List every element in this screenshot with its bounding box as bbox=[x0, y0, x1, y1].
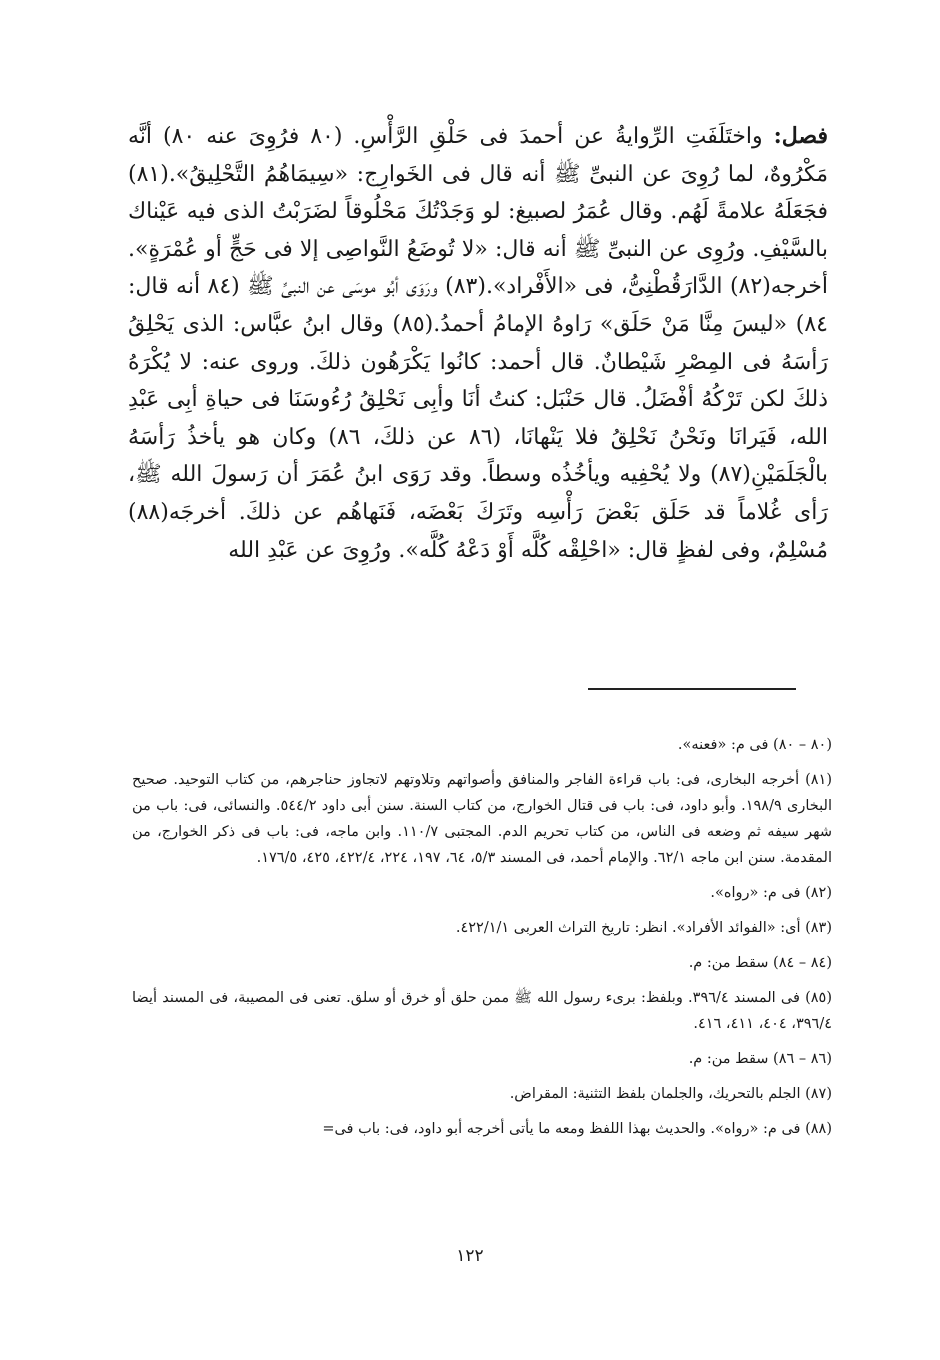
footnote-82: (٨٢) فى م: «رواه». bbox=[710, 885, 832, 901]
footnote-80: (٨٠ – ٨٠) فى م: «فعنه». bbox=[677, 737, 832, 753]
footnote-88: (٨٨) فى م: «رواه». والحديث بهذا اللفظ ومعه ما يأتى أخرجه أبو داود، فى: باب فى= bbox=[322, 1121, 832, 1137]
footnote-84: (٨٤ – ٨٤) سقط من: م. bbox=[688, 955, 832, 971]
section-label: فصل: bbox=[773, 123, 829, 149]
footnote-divider bbox=[588, 688, 796, 690]
footnote-81: (٨١) أخرجه البخارى، فى: باب قراءة الفاجر والمنافق وأصواتهم وتلاوتهم لاتجاوز حناجرهم، من كتاب التوحيد. صحيح البخارى ١٩٨/٩. وأبو داود، فى: باب فى قتال الخوارج، من كتاب السنة. سنن أبى داود ٥٤٤/٢. والنسائى، فى: باب من شهر سيفه ثم وضعه فى الناس، من كتاب تحريم الدم. المجتبى ١١٠/٧. وابن ماجه، فى: باب فى ذكر الخوارج، من المقدمة. سنن ابن ماجه ٦٢/١. والإمام أحمد، فى المسند ٥/٣، ٦٤، ١٩٧، ٢٢٤، ٤٢٢/٤، ٤٢٥، ١٧٦/٥. bbox=[132, 772, 832, 866]
footnote-86: (٨٦ – ٨٦) سقط من: م. bbox=[688, 1051, 832, 1067]
main-paragraph-text: واختَلَفَتِ الرِّوايةُ عن أحمدَ فى حَلْقِ الرَّأْسِ. (٨٠ فرُوِىَ عنه ٨٠) أنَّه مَكْرُوهٌ، لما رُوِىَ عن النبىِّ ﷺ أنه قال فى الخَوارِج: «سِيمَاهُمُ التَّحْلِيقُ».(٨١) فجَعَلَهُ علامةً لَهُم. وقال عُمَرُ لصبيغ: لو وَجَدْتُكَ مَحْلُوقاً لضَرَبْتُ الذى فيه عَيْناك بالسَّيْفِ. ورُوِى عن النبىِّ ﷺ أنه قال: «لا تُوضَعُ النَّواصِى إلا فى حَجٍّ أو عُمْرَةٍ». أخرجه(٨٢) الدَّارَقُطْنِىُّ، فى «الأَفْراد».(٨٣) ورَوَى أبُو موسَى عن النبىِّ ﷺ (٨٤ أنه قال: ٨٤) «ليسَ مِنَّا مَنْ حَلَق» رَاوهُ الإمامُ أحمدُ.(٨٥) وقال ابنُ عبَّاس: الذى يَحْلِقُ رَأسَهُ فى المِصْرِ شَيْطانٌ. قال أحمد: كانُوا يَكْرَهُون ذلكَ. وروى عنه: لا يُكْرَهُ ذلكَ لكن تَرْكُهُ أفْضَلُ. قال حَنْبَل: كنتُ أنَا وأبِى نَحْلِقُ رُءُوسَنَا فى حياةِ أبِى عَبْدِ الله، فَيَرانَا ونَحْنُ نَحْلِقُ فلا يَنْهانَا، (٨٦ عن ذلكَ، ٨٦) وكان هو يأخذُ رَأسَهُ بالْجَلَمَيْنِ(٨٧) ولا يُحْفِيه ويأخُذُه وسطاً. وقد رَوَى ابنُ عُمَرَ أن رَسولَ الله ﷺ، رَأى غُلاماً قد حَلَق بَعْضَ رَأْسِه وتَرَكَ بَعْضَه، فَنَهاهُم عن ذلكَ. أخرجَه(٨٨) مُسْلِمٌ، وفى لفظٍ قال: «احْلِقْه كُلَّه أَوْ دَعْهُ كُلَّه». ورُوِىَ عن عَبْدِ الله bbox=[128, 124, 829, 563]
footnote-87: (٨٧) الجلم بالتحريك، والجلمان بلفظ التثنية: المقراض. bbox=[509, 1086, 832, 1102]
main-text-block bbox=[128, 118, 828, 569]
main-paragraph bbox=[128, 118, 828, 569]
footnotes-section bbox=[132, 732, 832, 1151]
footnote-83: (٨٣) أى: «الفوائد الأفراد». انظر: تاريخ التراث العربى ٤٢٢/١/١. bbox=[455, 920, 832, 936]
footnote-85: (٨٥) فى المسند ٣٩٦/٤. وبلفظ: برىء رسول الله ﷺ ممن حلق أو خرق أو سلق. تعنى فى المصيبة، فى المسند أيضا ٣٩٦/٤، ٤٠٤، ٤١١، ٤١٦. bbox=[132, 990, 832, 1032]
page-number: ١٢٢ bbox=[456, 1246, 484, 1266]
